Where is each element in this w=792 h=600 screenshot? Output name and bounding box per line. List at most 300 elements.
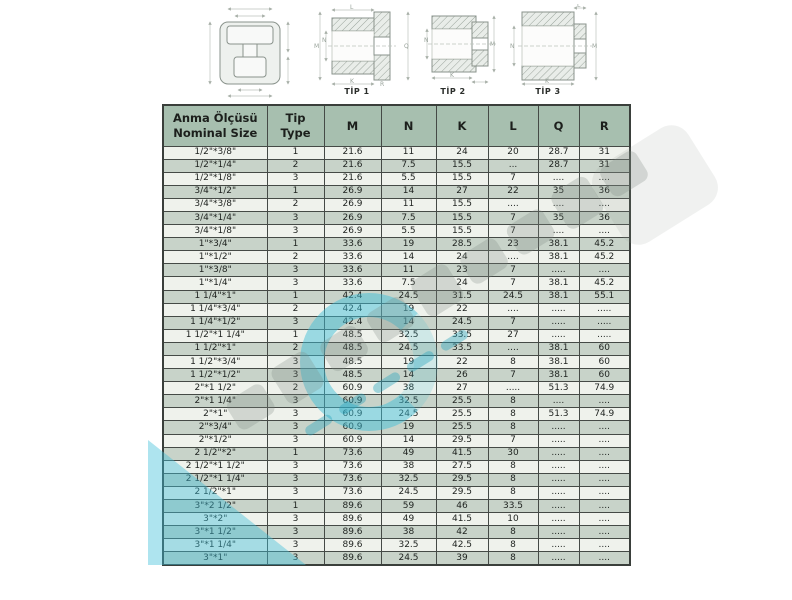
cell-n: 19	[381, 303, 436, 316]
table-row	[163, 434, 630, 447]
cell-r: 55.1	[579, 290, 630, 303]
cell-r: 31	[579, 159, 630, 172]
cell-r: 31	[579, 146, 630, 159]
header-type-line2: Type	[280, 125, 311, 140]
cell-type: 3	[267, 408, 324, 421]
cell-n: 19	[381, 238, 436, 251]
cell-n: 49	[381, 513, 436, 526]
cell-type: 3	[267, 421, 324, 434]
cell-l: 8	[488, 460, 538, 473]
cell-r: 60	[579, 342, 630, 355]
dim-label-k: K	[545, 78, 549, 85]
dim-label-n: N	[424, 37, 429, 44]
cell-type: 1	[267, 290, 324, 303]
table-row	[163, 225, 630, 238]
cell-n: 11	[381, 264, 436, 277]
cell-l: 22	[488, 185, 538, 198]
cell-n: 59	[381, 500, 436, 513]
cell-m: 48.5	[324, 342, 381, 355]
cell-q: 38.1	[538, 369, 579, 382]
cell-m: 33.6	[324, 264, 381, 277]
cell-k: 25.5	[436, 395, 488, 408]
cell-nominal-size: 2 1/2"*2"	[163, 447, 267, 460]
cell-type: 2	[267, 198, 324, 211]
cell-l: 24.5	[488, 290, 538, 303]
cell-r: 60	[579, 369, 630, 382]
cell-r: ....	[579, 447, 630, 460]
cell-m: 33.6	[324, 277, 381, 290]
cell-k: 15.5	[436, 198, 488, 211]
cell-q: .....	[538, 526, 579, 539]
cell-k: 26	[436, 369, 488, 382]
cell-q: .....	[538, 473, 579, 486]
cell-nominal-size: 2"*3/4"	[163, 421, 267, 434]
cell-q: .....	[538, 434, 579, 447]
cell-r: 45.2	[579, 238, 630, 251]
cell-q: .....	[538, 303, 579, 316]
tip3-label: TİP 3	[535, 87, 561, 96]
cell-k: 27	[436, 185, 488, 198]
cell-k: 42	[436, 526, 488, 539]
table-row	[163, 460, 630, 473]
technical-drawings	[0, 0, 792, 102]
cell-type: 3	[267, 526, 324, 539]
cell-m: 73.6	[324, 486, 381, 499]
cell-q: 28.7	[538, 159, 579, 172]
cell-r: ....	[579, 500, 630, 513]
dim-label-k: K	[450, 72, 454, 79]
cell-r: .....	[579, 303, 630, 316]
cell-nominal-size: 1/2"*1/8"	[163, 172, 267, 185]
cell-r: ....	[579, 172, 630, 185]
table-row	[163, 198, 630, 211]
cell-m: 33.6	[324, 238, 381, 251]
cell-nominal-size: 1/2"*1/4"	[163, 159, 267, 172]
cell-l: 8	[488, 356, 538, 369]
cell-nominal-size: 1"*3/8"	[163, 264, 267, 277]
cell-l: 8	[488, 526, 538, 539]
cell-k: 27.5	[436, 460, 488, 473]
cell-l: 7	[488, 225, 538, 238]
cell-l: 7	[488, 264, 538, 277]
cell-nominal-size: 1 1/4"*3/4"	[163, 303, 267, 316]
cell-type: 3	[267, 395, 324, 408]
cell-q: .....	[538, 460, 579, 473]
cell-r: ....	[579, 526, 630, 539]
cell-q: .....	[538, 500, 579, 513]
cell-n: 11	[381, 198, 436, 211]
cell-q: .....	[538, 447, 579, 460]
cell-k: 15.5	[436, 211, 488, 224]
cell-l: 33.5	[488, 500, 538, 513]
cell-type: 3	[267, 369, 324, 382]
cell-n: 7.5	[381, 211, 436, 224]
cell-type: 1	[267, 500, 324, 513]
table-row	[163, 211, 630, 224]
cell-q: 35	[538, 211, 579, 224]
cell-l: ....	[488, 198, 538, 211]
cell-n: 14	[381, 316, 436, 329]
cell-q: .....	[538, 513, 579, 526]
dim-label-k: K	[350, 78, 354, 85]
table-row	[163, 447, 630, 460]
cell-l: 8	[488, 395, 538, 408]
cell-n: 32.5	[381, 329, 436, 342]
cell-k: 15.5	[436, 172, 488, 185]
cell-r: ....	[579, 539, 630, 552]
cell-r: 36	[579, 211, 630, 224]
cell-m: 60.9	[324, 382, 381, 395]
cell-m: 26.9	[324, 211, 381, 224]
cell-nominal-size: 1"*3/4"	[163, 238, 267, 251]
cell-q: ....	[538, 172, 579, 185]
cell-nominal-size: 2"*1"	[163, 408, 267, 421]
cell-k: 39	[436, 552, 488, 565]
cell-q: .....	[538, 539, 579, 552]
dim-label-r: R	[380, 81, 385, 88]
cell-m: 42.4	[324, 316, 381, 329]
cell-r: ....	[579, 552, 630, 565]
cell-m: 21.6	[324, 172, 381, 185]
cell-m: 73.6	[324, 460, 381, 473]
header-dim-k: K	[436, 105, 488, 146]
cell-r: 74.9	[579, 408, 630, 421]
cell-m: 26.9	[324, 198, 381, 211]
header-dim-l: L	[488, 105, 538, 146]
cell-nominal-size: 2"*1/2"	[163, 434, 267, 447]
cell-k: 22	[436, 356, 488, 369]
cell-l: 7	[488, 211, 538, 224]
cell-l: 23	[488, 238, 538, 251]
cell-type: 2	[267, 251, 324, 264]
cell-m: 42.4	[324, 303, 381, 316]
cell-nominal-size: 1 1/4"*1/2"	[163, 316, 267, 329]
cell-type: 3	[267, 225, 324, 238]
cell-m: 89.6	[324, 513, 381, 526]
dim-label-l: L	[350, 4, 354, 11]
cell-n: 19	[381, 421, 436, 434]
table-row	[163, 473, 630, 486]
table-row	[163, 251, 630, 264]
cell-type: 2	[267, 342, 324, 355]
cell-n: 24.5	[381, 342, 436, 355]
cell-nominal-size: 3/4"*3/8"	[163, 198, 267, 211]
cell-r: ....	[579, 225, 630, 238]
cell-nominal-size: 2 1/2"*1"	[163, 486, 267, 499]
table-row	[163, 513, 630, 526]
header-type-line1: Tip	[285, 111, 306, 126]
cell-nominal-size: 3/4"*1/4"	[163, 211, 267, 224]
cell-m: 60.9	[324, 408, 381, 421]
header-dim-q: Q	[538, 105, 579, 146]
cell-m: 60.9	[324, 395, 381, 408]
cell-l: 7	[488, 434, 538, 447]
header-dim-m: M	[324, 105, 381, 146]
table-body	[163, 146, 630, 565]
cell-k: 24.5	[436, 316, 488, 329]
cell-type: 3	[267, 264, 324, 277]
cell-nominal-size: 3/4"*1/2"	[163, 185, 267, 198]
cell-k: 15.5	[436, 159, 488, 172]
cell-q: 28.7	[538, 146, 579, 159]
drawing-tip1	[312, 4, 416, 88]
cell-n: 7.5	[381, 159, 436, 172]
table-row	[163, 290, 630, 303]
cell-m: 21.6	[324, 146, 381, 159]
cell-k: 27	[436, 382, 488, 395]
cell-nominal-size: 3"*2"	[163, 513, 267, 526]
cell-nominal-size: 3"*2 1/2"	[163, 500, 267, 513]
cell-type: 3	[267, 552, 324, 565]
cell-l: 8	[488, 473, 538, 486]
cell-type: 2	[267, 159, 324, 172]
cell-r: .....	[579, 316, 630, 329]
cell-k: 23	[436, 264, 488, 277]
cell-n: 5.5	[381, 225, 436, 238]
cell-m: 73.6	[324, 447, 381, 460]
table-row	[163, 185, 630, 198]
table-row	[163, 342, 630, 355]
cell-nominal-size: 2"*1 1/2"	[163, 382, 267, 395]
cell-n: 11	[381, 146, 436, 159]
cell-n: 38	[381, 526, 436, 539]
cell-r: ....	[579, 460, 630, 473]
cell-type: 2	[267, 382, 324, 395]
dim-label-n: N	[322, 37, 327, 44]
cell-q: .....	[538, 552, 579, 565]
cell-m: 89.6	[324, 552, 381, 565]
cell-k: 29.5	[436, 486, 488, 499]
cell-l: 7	[488, 277, 538, 290]
cell-nominal-size: 3"*1 1/4"	[163, 539, 267, 552]
cell-k: 42.5	[436, 539, 488, 552]
cell-r: 45.2	[579, 277, 630, 290]
table-header	[163, 105, 630, 146]
cell-n: 32.5	[381, 395, 436, 408]
cell-n: 24.5	[381, 290, 436, 303]
cell-m: 89.6	[324, 526, 381, 539]
cell-type: 3	[267, 316, 324, 329]
cell-k: 15.5	[436, 225, 488, 238]
cell-q: .....	[538, 329, 579, 342]
cell-r: 74.9	[579, 382, 630, 395]
cell-k: 29.5	[436, 434, 488, 447]
cell-q: 38.1	[538, 342, 579, 355]
cell-r: 45.2	[579, 251, 630, 264]
cell-q: .....	[538, 421, 579, 434]
header-type	[267, 105, 324, 146]
cell-k: 29.5	[436, 473, 488, 486]
cell-q: .....	[538, 486, 579, 499]
cell-n: 14	[381, 369, 436, 382]
cell-n: 32.5	[381, 539, 436, 552]
table-row	[163, 369, 630, 382]
cell-m: 48.5	[324, 329, 381, 342]
cell-type: 3	[267, 513, 324, 526]
cell-r: 36	[579, 185, 630, 198]
cell-m: 60.9	[324, 434, 381, 447]
cell-nominal-size: 1 1/2"*1/2"	[163, 369, 267, 382]
cell-q: .....	[538, 316, 579, 329]
tip1-label: TİP 1	[344, 87, 370, 96]
cell-type: 3	[267, 356, 324, 369]
cell-m: 42.4	[324, 290, 381, 303]
cell-r: 60	[579, 356, 630, 369]
cell-n: 38	[381, 460, 436, 473]
drawing-tip3	[508, 4, 604, 88]
cell-type: 3	[267, 473, 324, 486]
cell-q: ....	[538, 225, 579, 238]
cell-n: 32.5	[381, 473, 436, 486]
header-nominal-size	[163, 105, 267, 146]
cell-n: 49	[381, 447, 436, 460]
cell-r: ....	[579, 421, 630, 434]
cell-q: 35	[538, 185, 579, 198]
cell-q: 51.3	[538, 382, 579, 395]
header-dim-n: N	[381, 105, 436, 146]
cell-k: 46	[436, 500, 488, 513]
cell-n: 5.5	[381, 172, 436, 185]
dim-label-m: M	[314, 43, 320, 50]
cell-m: 48.5	[324, 369, 381, 382]
cell-nominal-size: 1 1/2"*3/4"	[163, 356, 267, 369]
cell-l: ...	[488, 159, 538, 172]
cell-k: 41.5	[436, 447, 488, 460]
table-row	[163, 356, 630, 369]
cell-r: .....	[579, 329, 630, 342]
cell-n: 38	[381, 382, 436, 395]
cell-nominal-size: 1"*1/4"	[163, 277, 267, 290]
cell-q: 38.1	[538, 238, 579, 251]
cell-nominal-size: 1 1/2"*1 1/4"	[163, 329, 267, 342]
cell-k: 24	[436, 251, 488, 264]
tip2-label: TİP 2	[440, 87, 466, 96]
cell-k: 24	[436, 277, 488, 290]
cell-l: .....	[488, 382, 538, 395]
cell-n: 24.5	[381, 408, 436, 421]
drawing-tip2	[424, 4, 500, 88]
header-nominal-size-line2: Nominal Size	[173, 125, 258, 140]
cell-type: 3	[267, 486, 324, 499]
cell-type: 1	[267, 447, 324, 460]
cell-m: 21.6	[324, 159, 381, 172]
cell-l: 7	[488, 172, 538, 185]
cell-q: 38.1	[538, 290, 579, 303]
table-row	[163, 552, 630, 565]
cell-l: ....	[488, 251, 538, 264]
table-row	[163, 172, 630, 185]
cell-nominal-size: 1/2"*3/8"	[163, 146, 267, 159]
cell-l: 8	[488, 421, 538, 434]
cell-nominal-size: 3"*1"	[163, 552, 267, 565]
cell-l: ....	[488, 342, 538, 355]
table-row	[163, 277, 630, 290]
table-row	[163, 408, 630, 421]
dim-label-m: M	[592, 43, 598, 50]
cell-type: 3	[267, 277, 324, 290]
cell-type: 1	[267, 329, 324, 342]
cell-nominal-size: 2"*1 1/4"	[163, 395, 267, 408]
cell-q: .....	[538, 264, 579, 277]
cell-l: 27	[488, 329, 538, 342]
cell-type: 3	[267, 211, 324, 224]
cell-n: 14	[381, 251, 436, 264]
cell-n: 19	[381, 356, 436, 369]
cell-l: 30	[488, 447, 538, 460]
cell-nominal-size: 2 1/2"*1 1/2"	[163, 460, 267, 473]
cell-type: 3	[267, 460, 324, 473]
cell-l: ....	[488, 303, 538, 316]
cell-type: 2	[267, 303, 324, 316]
table-row	[163, 486, 630, 499]
cell-q: ....	[538, 395, 579, 408]
cell-q: 51.3	[538, 408, 579, 421]
dim-label-l: L	[577, 4, 581, 9]
cell-m: 89.6	[324, 539, 381, 552]
cell-q: 38.1	[538, 356, 579, 369]
cell-m: 48.5	[324, 356, 381, 369]
cell-n: 24.5	[381, 552, 436, 565]
cell-k: 31.5	[436, 290, 488, 303]
drawing-front-view	[198, 2, 302, 98]
cell-k: 25.5	[436, 408, 488, 421]
cell-n: 14	[381, 185, 436, 198]
cell-nominal-size: 3/4"*1/8"	[163, 225, 267, 238]
cell-k: 22	[436, 303, 488, 316]
header-nominal-size-line1: Anma Ölçüsü	[172, 111, 258, 126]
cell-l: 7	[488, 369, 538, 382]
cell-m: 89.6	[324, 500, 381, 513]
cell-nominal-size: 1 1/2"*1"	[163, 342, 267, 355]
table-row	[163, 395, 630, 408]
cell-type: 3	[267, 539, 324, 552]
cell-type: 3	[267, 172, 324, 185]
table-row	[163, 539, 630, 552]
table-row	[163, 264, 630, 277]
dim-label-n: N	[510, 43, 515, 50]
table-row	[163, 316, 630, 329]
cell-k: 33.5	[436, 342, 488, 355]
table-row	[163, 329, 630, 342]
cell-l: 8	[488, 408, 538, 421]
cell-l: 8	[488, 486, 538, 499]
table-row	[163, 146, 630, 159]
cell-n: 7.5	[381, 277, 436, 290]
cell-r: ....	[579, 264, 630, 277]
cell-q: 38.1	[538, 277, 579, 290]
cell-m: 33.6	[324, 251, 381, 264]
table-row	[163, 421, 630, 434]
cell-m: 26.9	[324, 185, 381, 198]
dim-label-q: Q	[404, 43, 409, 50]
cell-m: 60.9	[324, 421, 381, 434]
cell-nominal-size: 1"*1/2"	[163, 251, 267, 264]
cell-m: 26.9	[324, 225, 381, 238]
cell-l: 10	[488, 513, 538, 526]
cell-q: ....	[538, 198, 579, 211]
header-dim-r: R	[579, 105, 630, 146]
cell-k: 33.5	[436, 329, 488, 342]
cell-type: 1	[267, 238, 324, 251]
cell-nominal-size: 3"*1 1/2"	[163, 526, 267, 539]
cell-l: 20	[488, 146, 538, 159]
dimensions-table	[162, 104, 631, 566]
table-row	[163, 303, 630, 316]
cell-k: 28.5	[436, 238, 488, 251]
cell-r: ....	[579, 513, 630, 526]
table-row	[163, 526, 630, 539]
cell-r: ....	[579, 473, 630, 486]
